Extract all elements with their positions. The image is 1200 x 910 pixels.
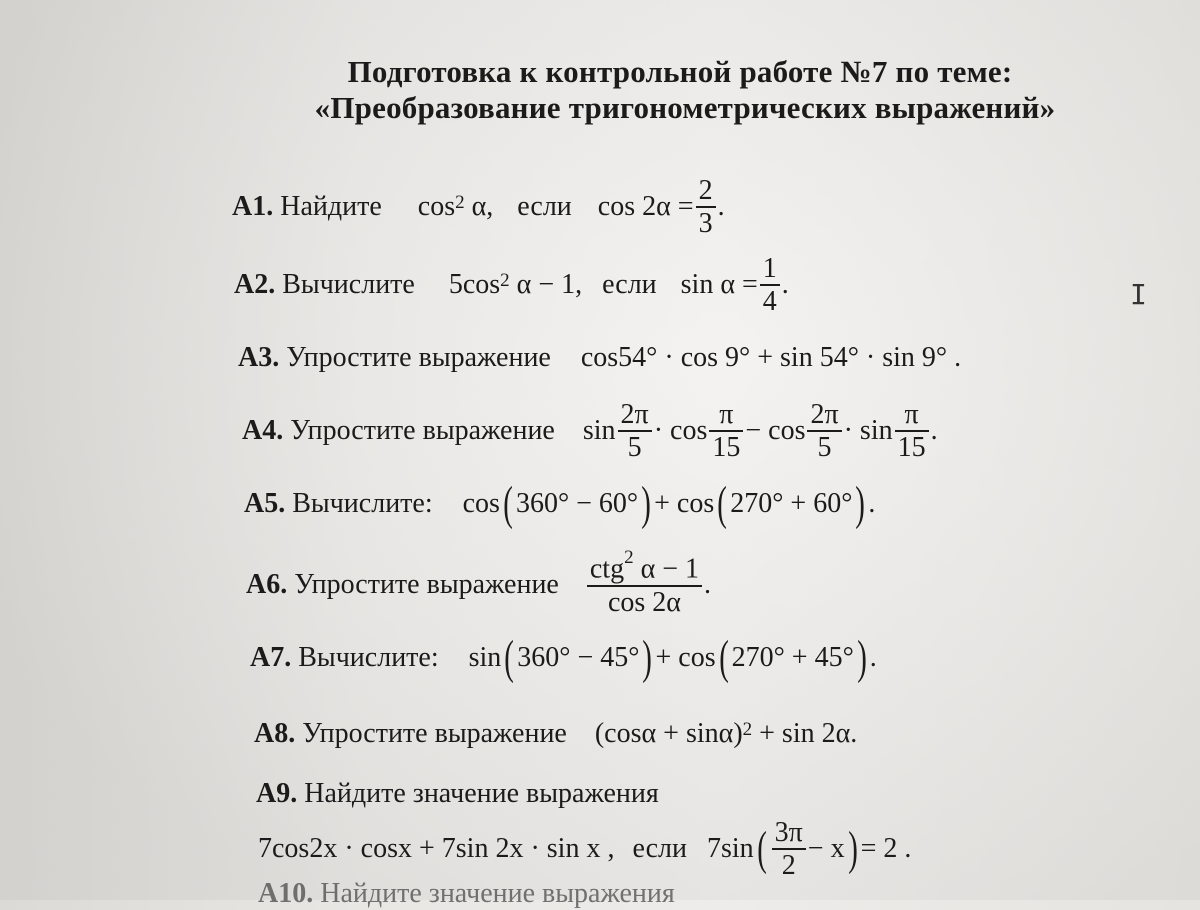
exponent: 2 (624, 547, 634, 568)
denominator: 5 (627, 432, 642, 464)
title-line-1: Подготовка к контрольной работе №7 по теме: (347, 54, 1013, 89)
denominator: 3 (698, 208, 713, 240)
math-rest: − x (807, 833, 845, 865)
task-label: А1. (232, 191, 274, 223)
task-label: А10. (258, 878, 314, 909)
math-func: · sin (843, 415, 893, 447)
task-text: Упростите выражение (302, 718, 567, 749)
period: . (869, 642, 877, 673)
math-argument: 360° − 45° (517, 642, 640, 673)
fraction (760, 254, 780, 317)
task-a9-expression: 7cos2x · cosx + 7sin 2x · sin x , если 7sin ( $\frac{3\pi}{2}$ − x ) = 2 . (258, 817, 912, 882)
fraction (618, 400, 652, 463)
exponent: 2 (742, 719, 753, 740)
numerator: 3π (774, 817, 803, 848)
period: . (781, 269, 789, 301)
period: . (704, 568, 712, 600)
numerator: π (904, 399, 919, 430)
text-cursor-icon: I (1130, 278, 1147, 311)
period: . (717, 191, 725, 223)
math-func: sin (468, 642, 502, 673)
task-a7: А7. Вычислите: sin ( 360° − 45° ) + cos ( 270° + 45° ) . (250, 631, 877, 684)
condition-word: если (632, 833, 687, 865)
math-rhs: = 2 . (860, 833, 912, 865)
task-label: А6. (246, 568, 288, 600)
fraction (772, 818, 806, 881)
denominator: 15 (897, 432, 926, 464)
task-text: Упростите выражение (290, 415, 555, 447)
task-a8 (254, 718, 857, 750)
math-rest: + sin 2α. (759, 718, 858, 749)
task-text: Упростите выражение (286, 342, 551, 373)
numerator: 2π (810, 399, 839, 430)
math-rest: α − 1 (640, 553, 700, 585)
math-argument: 270° + 45° (731, 642, 854, 673)
task-text: Вычислите: (292, 488, 433, 519)
math-rest: α − 1, (516, 269, 583, 301)
task-text: Вычислите: (298, 642, 439, 673)
math-expression: cos54° · cos 9° + sin 54° · sin 9° . (580, 342, 962, 373)
condition-word: если (602, 269, 657, 301)
task-a5: А5. Вычислите: cos ( 360° − 60° ) + cos ( 270° + 60° ) . (244, 477, 876, 530)
math-func: · cos (653, 415, 708, 447)
task-a9 (256, 778, 659, 810)
task-label: А8. (254, 718, 296, 749)
fraction (807, 400, 841, 463)
task-label: А2. (234, 269, 276, 301)
math-lhs: cos 2α = (597, 191, 694, 223)
task-text: Вычислите (282, 269, 415, 301)
math-func: cos (462, 488, 500, 519)
numerator: 2π (620, 399, 649, 430)
fraction (696, 176, 716, 239)
task-label: А5. (244, 488, 286, 519)
math-func: + cos (654, 488, 715, 519)
task-a2 (234, 254, 789, 317)
task-a1 (232, 176, 725, 239)
task-text: Упростите выражение (294, 568, 559, 600)
task-a4 (242, 400, 938, 463)
math-func: 7sin (706, 833, 754, 865)
exponent: 2 (455, 192, 465, 214)
math-func: + cos (655, 642, 716, 673)
math-func: 5cos (448, 269, 501, 301)
math-expression: (cosα + sinα) (594, 718, 743, 749)
task-text: Найдите значение выражения (320, 878, 675, 909)
fraction (587, 547, 702, 618)
task-a3 (238, 342, 961, 374)
math-argument: 270° + 60° (730, 488, 853, 519)
math-lhs: sin α = (680, 269, 758, 301)
denominator: 4 (762, 286, 777, 318)
period: . (930, 415, 938, 447)
numerator: π (719, 399, 734, 430)
math-func: ctg (589, 553, 625, 585)
math-func: cos (417, 191, 456, 223)
task-label: А3. (238, 342, 280, 373)
exponent: 2 (500, 270, 510, 292)
task-text: Найдите значение выражения (304, 778, 659, 809)
denominator: 15 (712, 432, 741, 464)
math-func: − cos (745, 415, 806, 447)
denominator: 5 (817, 432, 832, 464)
denominator: 2 (781, 850, 796, 882)
task-label: А7. (250, 642, 292, 673)
fraction (709, 400, 743, 463)
numerator: 2 (698, 175, 713, 206)
condition-word: если (517, 191, 572, 223)
fraction (895, 400, 929, 463)
denominator: cos 2α (607, 586, 681, 618)
title-line-2: «Преобразование тригонометрических выражений» (314, 90, 1056, 125)
task-a6 (246, 547, 712, 618)
task-a10 (258, 878, 675, 910)
math-func: sin (582, 415, 616, 447)
period: . (868, 488, 876, 519)
math-argument: 360° − 60° (515, 488, 639, 519)
numerator (587, 547, 702, 585)
numerator: 1 (762, 253, 777, 284)
task-label: А9. (256, 778, 298, 809)
task-label: А4. (242, 415, 284, 447)
math-var: α, (471, 191, 494, 223)
task-text: Найдите (280, 191, 382, 223)
math-expression: 7cos2x · cosx + 7sin 2x · sin x , (258, 833, 615, 865)
